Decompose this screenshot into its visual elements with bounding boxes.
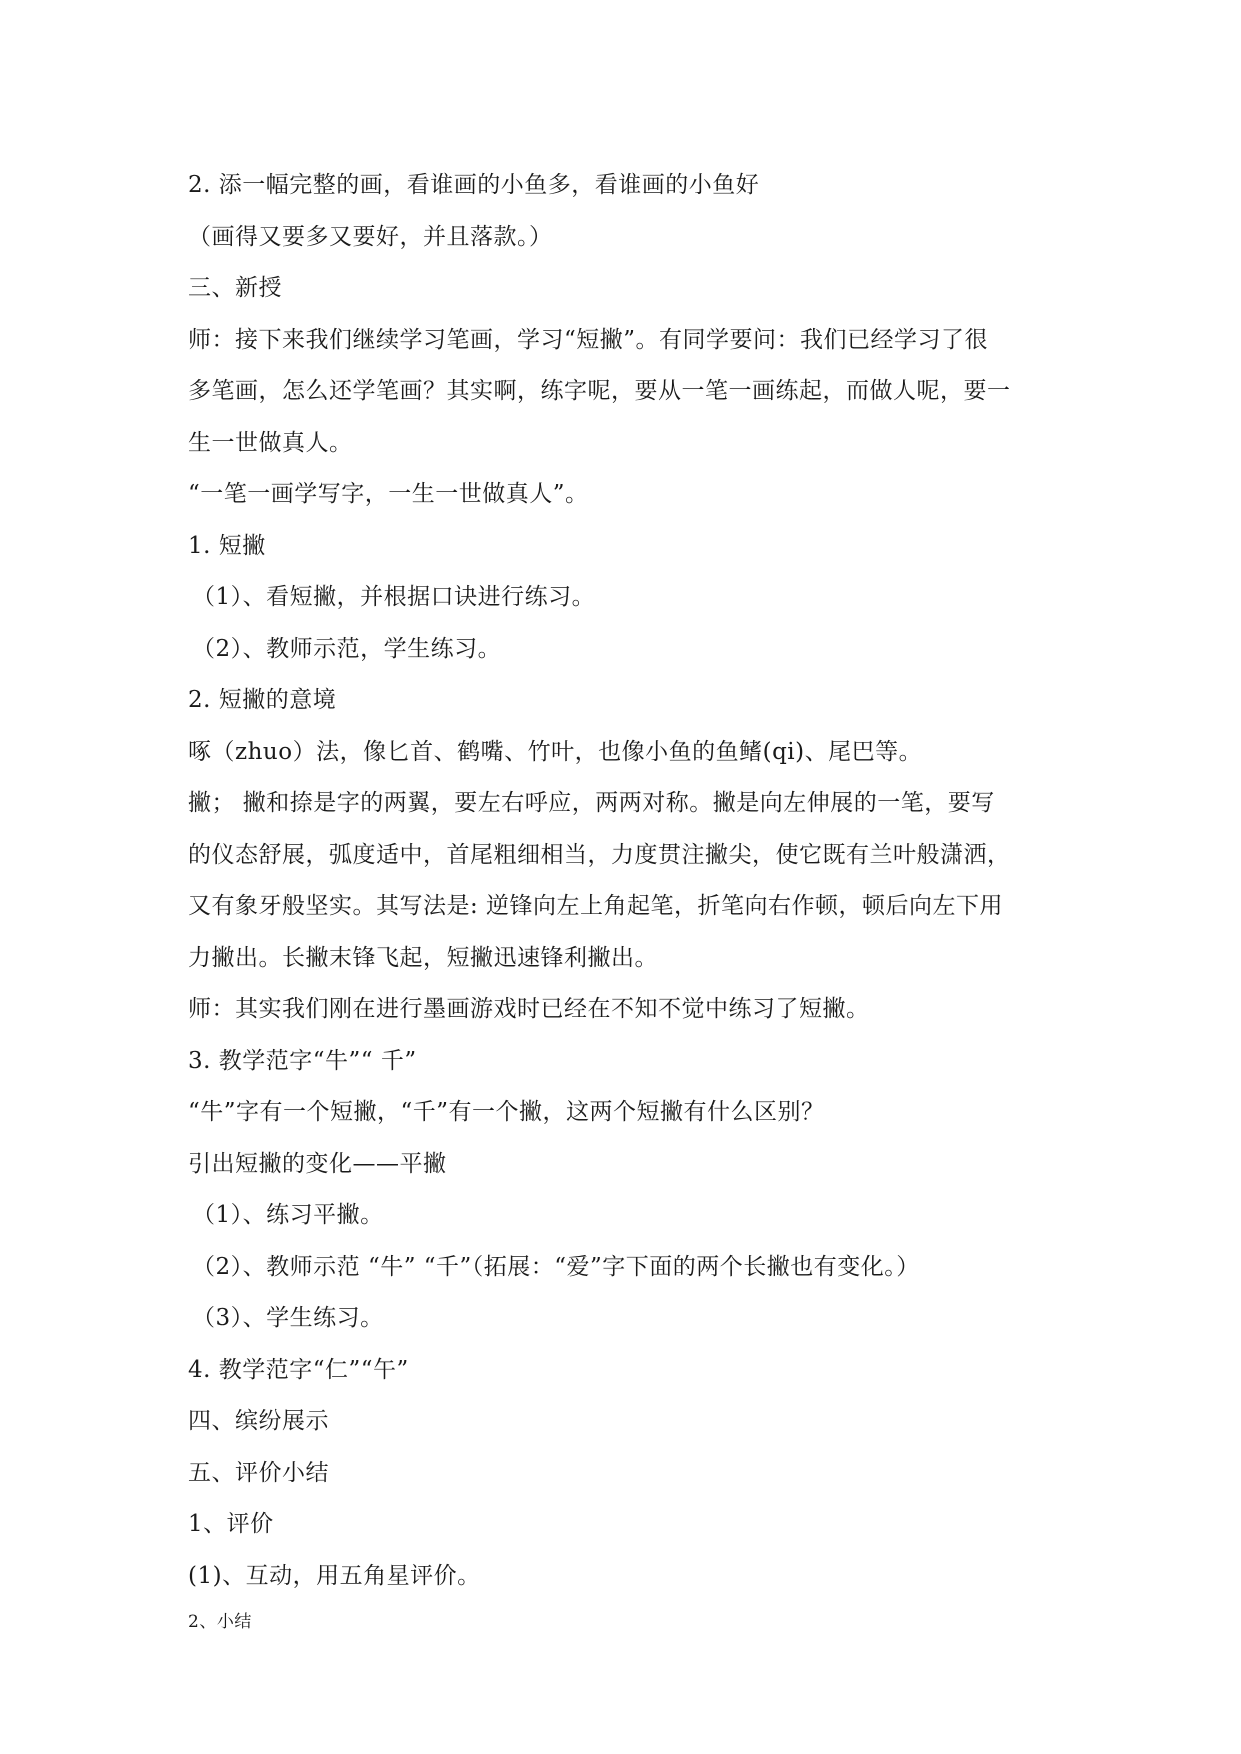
pie-description-line-2: 的仪态舒展，弧度适中，首尾粗细相当，力度贯注撇尖，使它既有兰叶般潇洒，: [188, 841, 1011, 868]
item-3-sub-1: （1）、练习平撇。: [192, 1202, 384, 1228]
evaluation-heading: 1、评价: [188, 1511, 274, 1537]
item-1-sub-2: （2）、教师示范，学生练习。: [192, 635, 502, 662]
summary-heading: 2、小结: [188, 1612, 252, 1632]
motto-quote: “一笔一画学写字，一生一世做真人”。: [188, 481, 589, 507]
item-3-example-chars: 3. 教学范字“牛”“ 千”: [188, 1047, 417, 1074]
item-1-sub-1: （1）、看短撇，并根据口诀进行练习。: [192, 584, 596, 610]
section-4-heading: 四、缤纷展示: [188, 1408, 329, 1434]
pie-description-line-4: 力撇出。长撇末锋飞起，短撇迅速锋利撇出。: [188, 944, 658, 971]
item-1-short-stroke: 1. 短撇: [188, 532, 266, 559]
teacher-note: 师：其实我们刚在进行墨画游戏时已经在不知不觉中练习了短撇。: [188, 996, 870, 1022]
item-3-question: “牛”字有一个短撇，“千”有一个撇，这两个短撇有什么区别？: [188, 1099, 825, 1125]
step-2-note: （画得又要多又要好，并且落款。）: [188, 223, 553, 250]
pie-description-line-3: 又有象牙般坚实。其写法是: 逆锋向左上角起笔，折笔向右作顿，顿后向左下用: [188, 893, 1004, 919]
item-3-sub-3: （3）、学生练习。: [192, 1305, 384, 1331]
item-4-example-chars: 4. 教学范字“仁”“午”: [188, 1356, 409, 1383]
evaluation-sub-1: (1)、互动，用五角星评价。: [188, 1562, 481, 1589]
item-2-stroke-imagery: 2. 短撇的意境: [188, 687, 337, 713]
pie-description-line-1: 撇； 撇和捺是字的两翼，要左右呼应，两两对称。撇是向左伸展的一笔，要写: [188, 790, 995, 816]
teacher-intro-line-1: 师：接下来我们继续学习笔画，学习“短撇”。有同学要问：我们已经学习了很: [188, 326, 989, 353]
item-3-flat-stroke: 引出短撇的变化——平撇: [188, 1150, 447, 1177]
teacher-intro-line-3: 生一世做真人。: [188, 429, 353, 456]
zhuo-method: 啄（zhuo）法，像匕首、鹤嘴、竹叶，也像小鱼的鱼鳍(qi)、尾巴等。: [188, 738, 923, 765]
document-body: [188, 160, 1058, 1642]
teacher-intro-line-2: 多笔画，怎么还学笔画？其实啊，练字呢，要从一笔一画练起，而做人呢，要一: [188, 378, 1011, 404]
section-5-heading: 五、评价小结: [188, 1459, 329, 1486]
item-3-sub-2: （2）、教师示范 “牛” “千”（拓展：“爱”字下面的两个长撇也有变化。）: [192, 1253, 920, 1280]
step-2-draw-fish: 2. 添一幅完整的画，看谁画的小鱼多，看谁画的小鱼好: [188, 172, 760, 198]
section-3-heading: 三、新授: [188, 275, 282, 301]
